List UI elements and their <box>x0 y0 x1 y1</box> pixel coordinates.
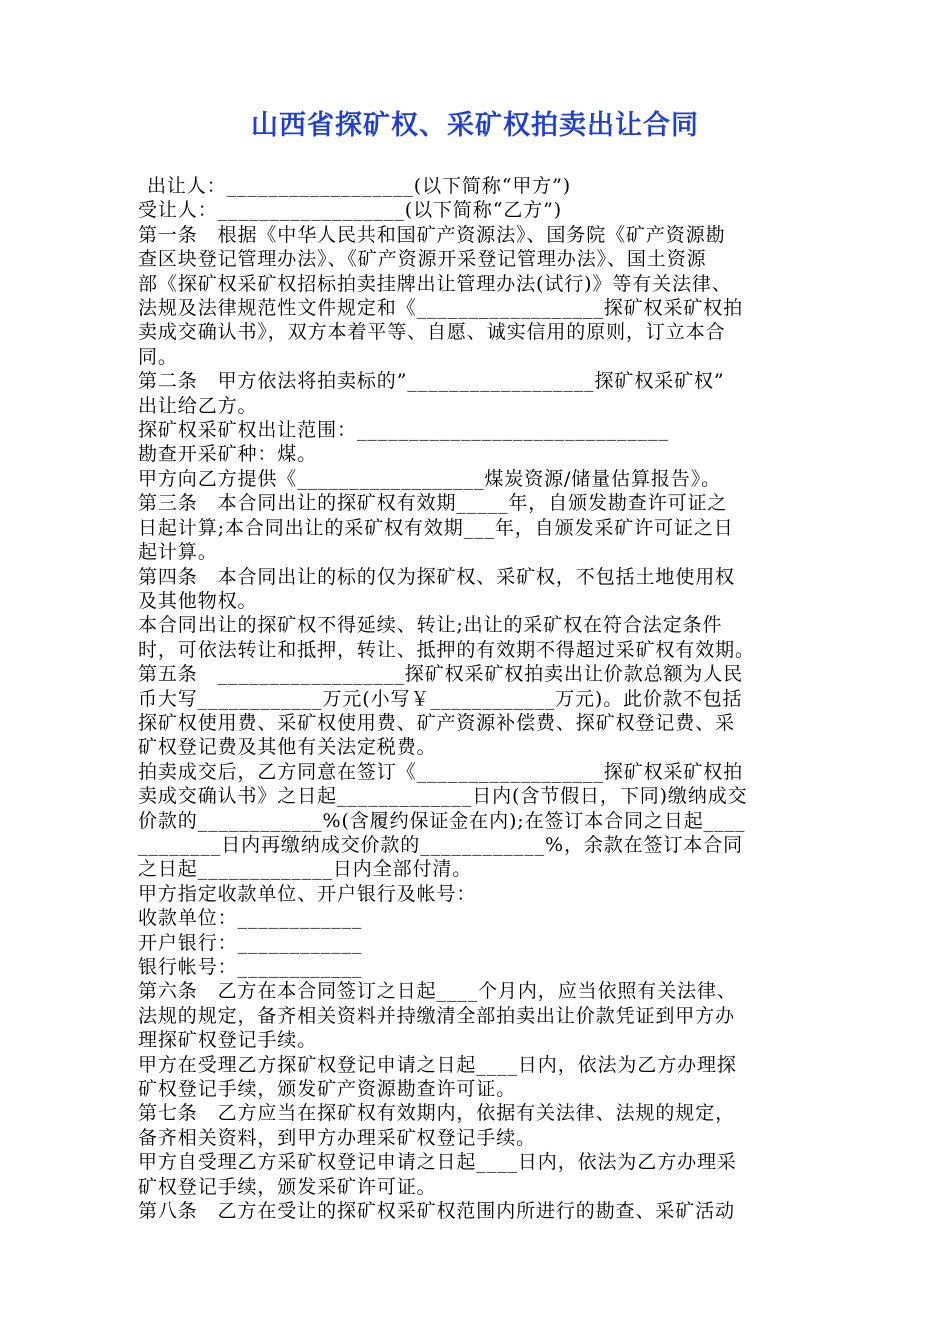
text-line: 开户银行：____________ <box>138 931 363 954</box>
contract-body <box>138 174 818 1223</box>
text-line: 第二条 甲方依法将拍卖标的”__________________探矿权采矿权” <box>138 370 725 393</box>
text-line: ________日内再缴纳成交价款的____________%，余款在签订本合同 <box>138 833 744 856</box>
text-line: 甲方自受理乙方采矿权登记申请之日起____日内，依法为乙方办理采 <box>138 1151 737 1174</box>
text-line: 及其他物权。 <box>138 589 258 612</box>
text-line: 起计算。 <box>138 541 218 564</box>
text-line: 本合同出让的探矿权不得延续、转让;出让的采矿权在符合法定条件 <box>138 614 723 637</box>
text-line: 卖成交确认书》之日起_____________日内(含节假日，下同)缴纳成交 <box>138 785 748 808</box>
text-line: 卖成交确认书》，双方本着平等、自愿、诚实信用的原则，订立本合 <box>138 321 726 344</box>
text-line: 第五条 __________________探矿权采矿权拍卖出让价款总额为人民 <box>138 663 744 686</box>
text-line: 第一条 根据《中华人民共和国矿产资源法》、国务院《矿产资源勘 <box>138 223 726 246</box>
text-line: 出让人：__________________(以下简称“甲方”) <box>147 175 572 197</box>
text-line: 查区块登记管理办法》、《矿产资源开采登记管理办法》、国土资源 <box>138 248 707 271</box>
text-line: 勘查开采矿种：煤。 <box>138 443 318 466</box>
text-line: 矿权登记费及其他有关法定税费。 <box>138 736 437 759</box>
document-title: 山西省探矿权、采矿权拍卖出让合同 <box>251 110 699 141</box>
text-line: 收款单位：____________ <box>138 907 363 930</box>
text-line: 理探矿权登记手续。 <box>138 1029 318 1052</box>
text-line: 部《探矿权采矿权招标拍卖挂牌出让管理办法(试行)》等有关法律、 <box>138 272 732 295</box>
text-line: 币大写____________万元(小写￥____________万元)。此价款不包括 <box>138 687 743 710</box>
text-line: 甲方在受理乙方探矿权登记申请之日起____日内，依法为乙方办理探 <box>138 1053 737 1076</box>
text-line: 银行帐号：____________ <box>138 956 363 978</box>
text-line: 拍卖成交后，乙方同意在签订《__________________探矿权采矿权拍 <box>138 760 744 783</box>
text-line: 矿权登记手续，颁发矿产资源勘查许可证。 <box>138 1078 517 1101</box>
text-line: 甲方向乙方提供《__________________煤炭资源/储量估算报告》。 <box>138 467 722 490</box>
text-line: 价款的____________%(含履约保证金在内);在签订本合同之日起____ <box>138 809 746 832</box>
text-line: 第八条 乙方在受让的探矿权采矿权范围内所进行的勘查、采矿活动 <box>138 1200 736 1223</box>
text-line: 受让人：__________________(以下简称“乙方”) <box>138 199 563 222</box>
text-line: 矿权登记手续，颁发采矿许可证。 <box>138 1175 437 1198</box>
text-line: 第七条 乙方应当在探矿权有效期内，依据有关法律、法规的规定， <box>138 1102 736 1125</box>
text-line: 第六条 乙方在本合同签订之日起____个月内，应当依照有关法律、 <box>138 980 737 1003</box>
text-line: 法规及法律规范性文件规定和《__________________探矿权采矿权拍 <box>138 297 744 320</box>
text-line: 第三条 本合同出让的探矿权有效期_____年，自颁发勘查许可证之 <box>138 492 728 515</box>
text-line: 同。 <box>138 345 178 368</box>
text-line: 之日起_____________日内全部付清。 <box>138 858 473 881</box>
text-line: 甲方指定收款单位、开户银行及帐号： <box>138 882 477 905</box>
text-line: 时，可依法转让和抵押，转让、抵押的有效期不得超过采矿权有效期。 <box>138 638 755 661</box>
text-line: 日起计算;本合同出让的采矿权有效期___年，自颁发采矿许可证之日 <box>138 516 734 539</box>
text-line: 探矿权采矿权出让范围：______________________________ <box>138 419 669 442</box>
text-line: 第四条 本合同出让的标的仅为探矿权、采矿权，不包括土地使用权 <box>138 565 736 588</box>
text-line: 备齐相关资料，到甲方办理采矿权登记手续。 <box>138 1126 537 1149</box>
text-line: 探矿权使用费、采矿权使用费、矿产资源补偿费、探矿权登记费、采 <box>138 711 736 734</box>
text-line: 出让给乙方。 <box>138 394 258 417</box>
text-line: 法规的规定，备齐相关资料并持缴清全部拍卖出让价款凭证到甲方办 <box>138 1004 736 1027</box>
